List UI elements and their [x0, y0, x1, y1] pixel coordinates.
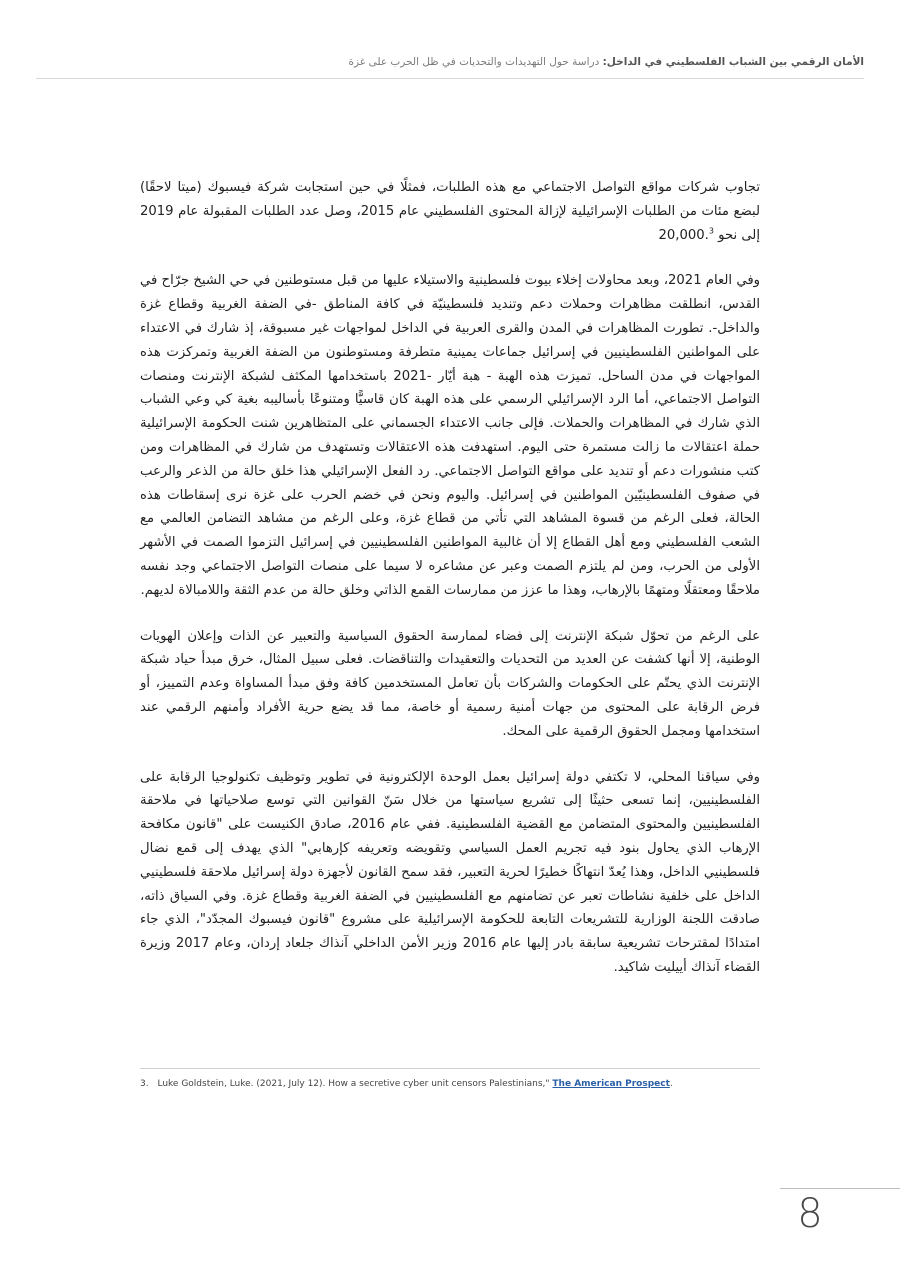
page-number: 8	[797, 1191, 823, 1237]
footnote-number: 3.	[140, 1079, 149, 1089]
paragraph-1-text: تجاوب شركات مواقع التواصل الاجتماعي مع هذه الطلبات، فمثلًا في حين استجابت شركة فيسبوك (ميتا لاحقًا) لبضع مئات من الطلبات الإسرائيلية لإزالة المحتوى الفلسطيني عام 2015، وصل عدد الطلبات المقبولة عام 2019 إلى نحو 20,000.	[140, 180, 761, 243]
footnote-reference[interactable]: 3	[708, 226, 714, 236]
footnote-source-link[interactable]: The American Prospect	[552, 1079, 670, 1089]
footnote-text: Luke Goldstein, Luke. (2021, July 12). How a secretive cyber unit censors Palestinians,"	[157, 1079, 550, 1089]
header-title: الأمان الرقمي بين الشباب الفلسطيني في الداخل:	[602, 56, 864, 68]
paragraph-3: على الرغم من تحوّل شبكة الإنترنت إلى فضاء لممارسة الحقوق السياسية والتعبير عن الذات وإعلان الهويات الوطنية، إلا أنها كشفت عن العديد من التحديات والتعقيدات والتناقضات. فعلى سبيل المثال، خرق مبدأ حياد شبكة الإنترنت الذي يحتّم على الحكومات والشركات بأن تعامل المستخدمين كافة وفق مبدأ المساواة وعدم التمييز، أو فرض الرقابة على المحتوى من جهات أمنية رسمية أو خاصة، مما قد يضع حرية الأفراد وأمنهم الرقمي عند استخدامها ومجمل الحقوق الرقمية على المحك.	[140, 628, 760, 739]
footer-divider	[780, 1188, 900, 1189]
body-text	[140, 176, 760, 980]
paragraph-1	[140, 176, 760, 247]
paragraph-4: وفي سياقنا المحلي، لا تكتفي دولة إسرائيل بعمل الوحدة الإلكترونية في تطوير وتوظيف تكنولوجيا الرقابة على الفلسطينيين، إنما تسعى حثيثًا إلى تشريع سياستها من خلال سَنّ القوانين التي توسع صلاحياتها في ملاحقة الفلسطينيين والمحتوى المتضامن مع القضية الفلسطينية. ففي عام 2016، صادق الكنيست على "قانون مكافحة الإرهاب الذي يحاول بنود فيه تجريم العمل السياسي وتقويضه وتعريفه كإرهابي" الذي يهدف إلى قمع نضال فلسطينيي الداخل، وهذا يُعدّ انتهاكًا خطيرًا لحرية التعبير، فقد سمح القانون لأجهزة دولة إسرائيل ملاحقة فلسطينيي الداخل على خلفية نشاطات تعبر عن تضامنهم مع الفلسطينيين في الضفة الغربية وقطاع غزة. وفي السياق ذاته، صادقت اللجنة الوزارية للتشريعات التابعة للحكومة الإسرائيلية على مشروع "قانون فيسبوك المجدّد"، الذي جاء امتدادًا لمقترحات تشريعية سابقة بادر إليها عام 2016 وزير الأمن الداخلي آنذاك جلعاد إردان، وعام 2017 وزيرة القضاء آنذاك أييليت شاكيد.	[140, 769, 761, 975]
header-subtitle: دراسة حول التهديدات والتحديات في ظل الحرب على غزة	[348, 56, 600, 68]
paragraph-2: وفي العام 2021، وبعد محاولات إخلاء بيوت فلسطينية والاستيلاء عليها من قبل مستوطنين في حي الشيخ جرّاح في القدس، انطلقت مظاهرات وحملات دعم وتنديد فلسطينيّة في كافة المناطق -في الضفة الغربية وقطاع غزة والداخل-. تطورت المظاهرات في المدن والقرى العربية في الداخل لمواجهات غير مسبوقة، إذ شارك في الاعتداء على المواطنين الفلسطينيين في إسرائيل جماعات يمينية متطرفة ومستوطنون من الضفة الغربية وتمركزت هذه المواجهات في مدن الساحل. تميزت هذه الهبة - هبة أيّار -2021 باستخدامها المكثف لشبكة الإنترنت ومنصات التواصل الاجتماعي، أما الرد الإسرائيلي الرسمي على هذه الهبة كان قاسيًّا ومتنوعًا بأساليبه بغية كي وعي الشباب الذي شارك في المظاهرات والحملات. فإلى جانب الاعتداء الجسماني على المتظاهرين شنت الحكومة الإسرائيلية حملة اعتقالات ما زالت مستمرة حتى اليوم. استهدفت هذه الاعتقالات وتستهدف من شارك في المظاهرات ومن كتب منشورات دعم أو تنديد على مواقع التواصل الاجتماعي. رد الفعل الإسرائيلي هذا خلق حالة من الذعر والرعب في صفوف الفلسطينيّين المواطنين في إسرائيل. واليوم ونحن في خضم الحرب على غزة نرى إسقاطات هذه الحالة، فعلى الرغم من قسوة المشاهد التي تأتي من قطاع غزة، وعلى الرغم من مشاهد التضامن العالمي مع الشعب الفلسطيني ومع أهل القطاع إلا أن غالبية المواطنين الفلسطينيين في إسرائيل التزموا الصمت في الأشهر الأولى من الحرب، ومن لم يلتزم الصمت وعبر عن مشاعره لا سيما على منصات التواصل الاجتماعي وجد نفسه ملاحقًا ومعتقلًا ومتهمًا بالإرهاب، وهذا ما عزز من ممارسات القمع الذاتي وخلق حالة من عدم الثقة واللامبالاة لديهم.	[140, 273, 760, 598]
footnote-divider	[140, 1068, 760, 1069]
running-header	[36, 54, 864, 70]
header-divider	[36, 78, 864, 79]
footnote-end: .	[669, 1079, 673, 1089]
footnote	[140, 1077, 760, 1091]
